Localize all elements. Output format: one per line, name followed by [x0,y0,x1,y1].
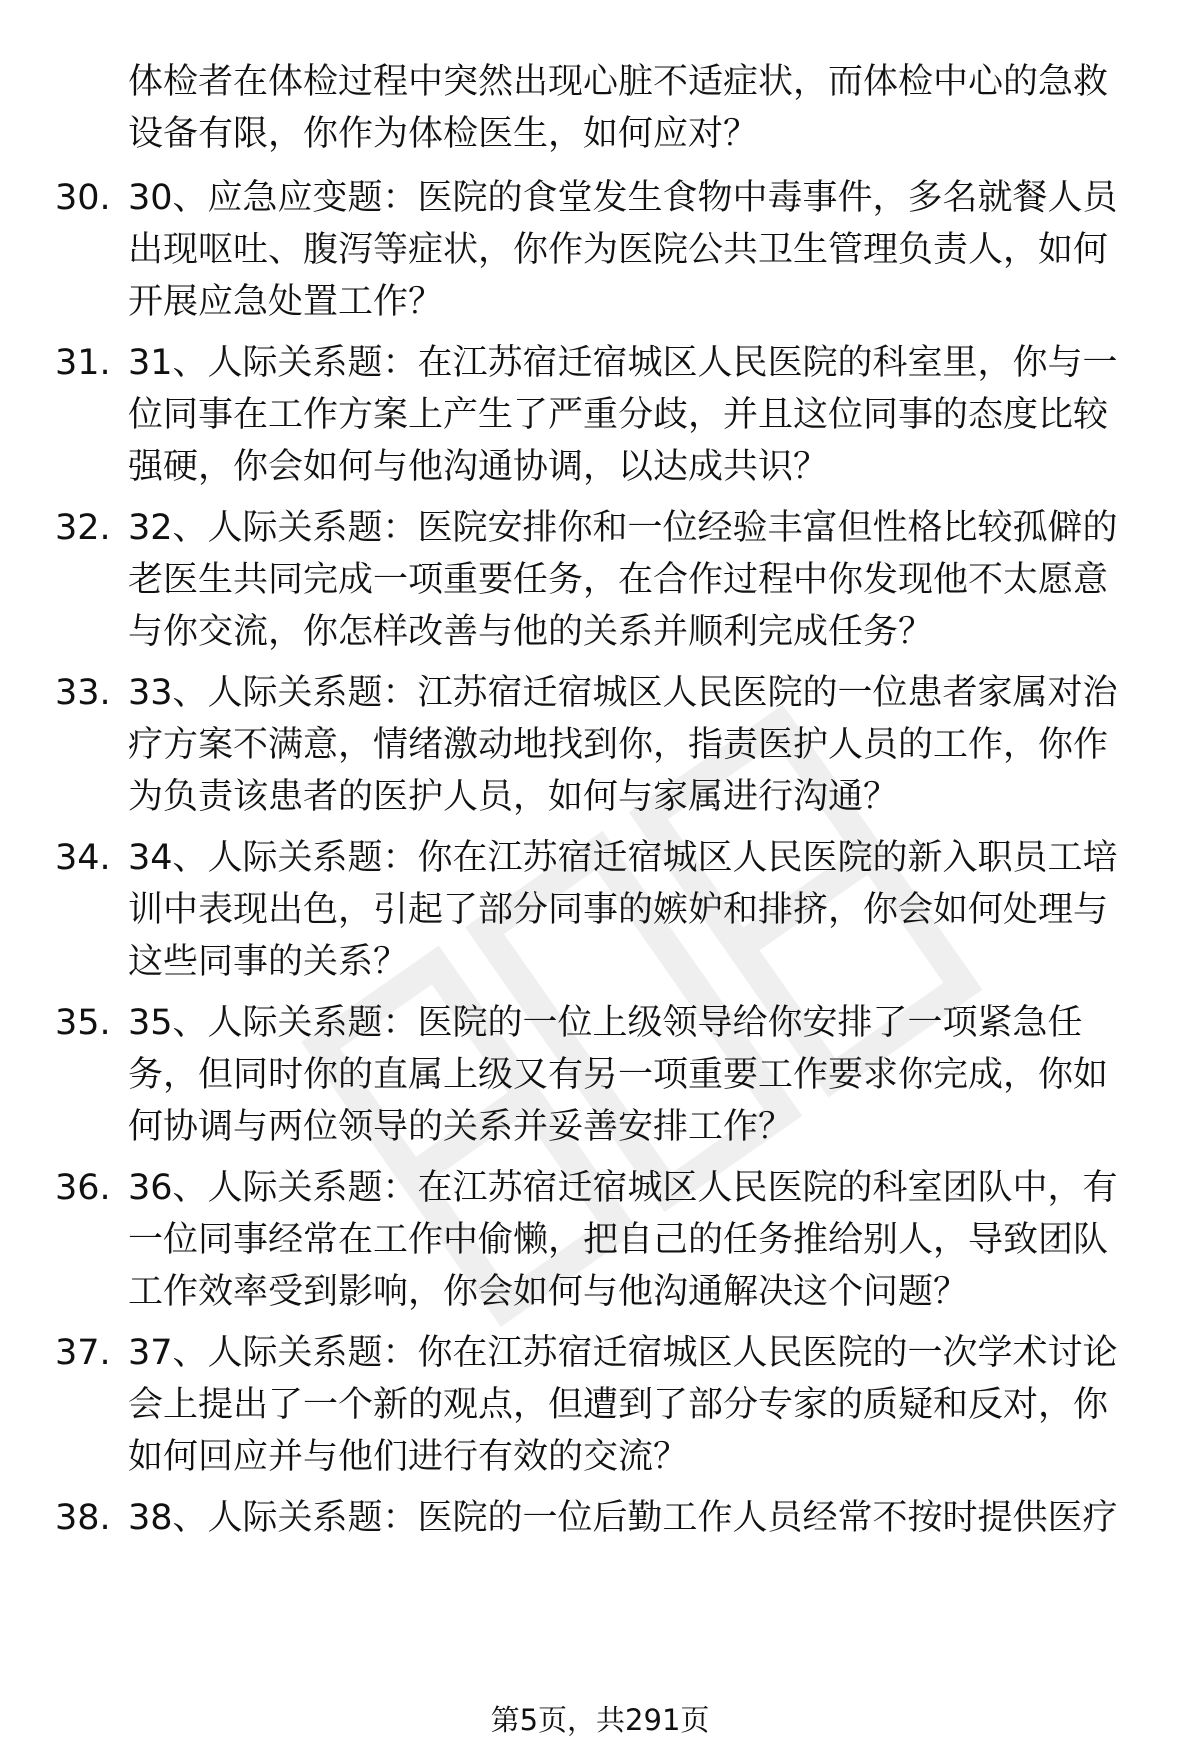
item-line: 疗方案不满意，情绪激动地找到你，指责医护人员的工作，你作 [128,725,1109,765]
item-text [128,1492,1148,1544]
item-text [128,1327,1148,1483]
item-line: 37、人际关系题：你在江苏宿迁宿城区人民医院的一次学术讨论 [128,1333,1118,1373]
item-line: 34、人际关系题：你在江苏宿迁宿城区人民医院的新入职员工培 [128,838,1118,878]
item-text [128,1162,1148,1318]
item-text [128,172,1148,328]
item-text [128,667,1148,823]
intro-line: 设备有限，你作为体检医生，如何应对？ [128,114,759,154]
page-footer: 第5页，共291页 [490,1703,710,1737]
item-line: 33、人际关系题：江苏宿迁宿城区人民医院的一位患者家属对治 [128,673,1118,713]
item-line: 强硬，你会如何与他沟通协调，以达成共识？ [128,447,829,487]
item-line: 老医生共同完成一项重要任务，在合作过程中你发现他不太愿意 [128,560,1109,600]
item-line: 与你交流，你怎样改善与他的关系并顺利完成任务？ [128,612,934,652]
intro-text [128,56,1148,160]
item-line: 务，但同时你的直属上级又有另一项重要工作要求你完成，你如 [128,1055,1109,1095]
item-line: 一位同事经常在工作中偷懒，把自己的任务推给别人，导致团队 [128,1220,1109,1260]
item-line: 32、人际关系题：医院安排你和一位经验丰富但性格比较孤僻的 [128,508,1118,548]
item-line: 会上提出了一个新的观点，但遭到了部分专家的质疑和反对，你 [128,1385,1109,1425]
item-text [128,997,1148,1153]
item-line: 如何回应并与他们进行有效的交流？ [128,1437,689,1477]
item-line: 这些同事的关系？ [128,942,409,982]
item-number: 33. [55,673,111,713]
item-line: 36、人际关系题：在江苏宿迁宿城区人民医院的科室团队中，有 [128,1168,1118,1208]
item-line: 35、人际关系题：医院的一位上级领导给你安排了一项紧急任 [128,1003,1083,1043]
item-number: 35. [55,1003,111,1043]
item-number: 31. [55,343,111,383]
item-line: 出现呕吐、腹泻等症状，你作为医院公共卫生管理负责人，如何 [128,230,1109,270]
item-number: 34. [55,838,111,878]
item-number: 38. [55,1498,111,1538]
item-line: 30、应急应变题：医院的食堂发生食物中毒事件，多名就餐人员 [128,178,1118,218]
intro-line: 体检者在体检过程中突然出现心脏不适症状，而体检中心的急救 [128,62,1109,102]
item-line: 开展应急处置工作？ [128,282,444,322]
item-line: 位同事在工作方案上产生了严重分歧，并且这位同事的态度比较 [128,395,1109,435]
item-line: 训中表现出色，引起了部分同事的嫉妒和排挤，你会如何处理与 [128,890,1109,930]
item-text [128,502,1148,658]
item-line: 何协调与两位领导的关系并妥善安排工作？ [128,1107,794,1147]
item-line: 为负责该患者的医护人员，如何与家属进行沟通？ [128,777,899,817]
item-text [128,832,1148,988]
item-line: 38、人际关系题：医院的一位后勤工作人员经常不按时提供医疗 [128,1498,1118,1538]
item-number: 32. [55,508,111,548]
item-line: 31、人际关系题：在江苏宿迁宿城区人民医院的科室里，你与一 [128,343,1118,383]
item-text [128,337,1148,493]
item-line: 工作效率受到影响，你会如何与他沟通解决这个问题？ [128,1272,969,1312]
item-number: 30. [55,178,111,218]
item-number: 37. [55,1333,111,1373]
item-number: 36. [55,1168,111,1208]
